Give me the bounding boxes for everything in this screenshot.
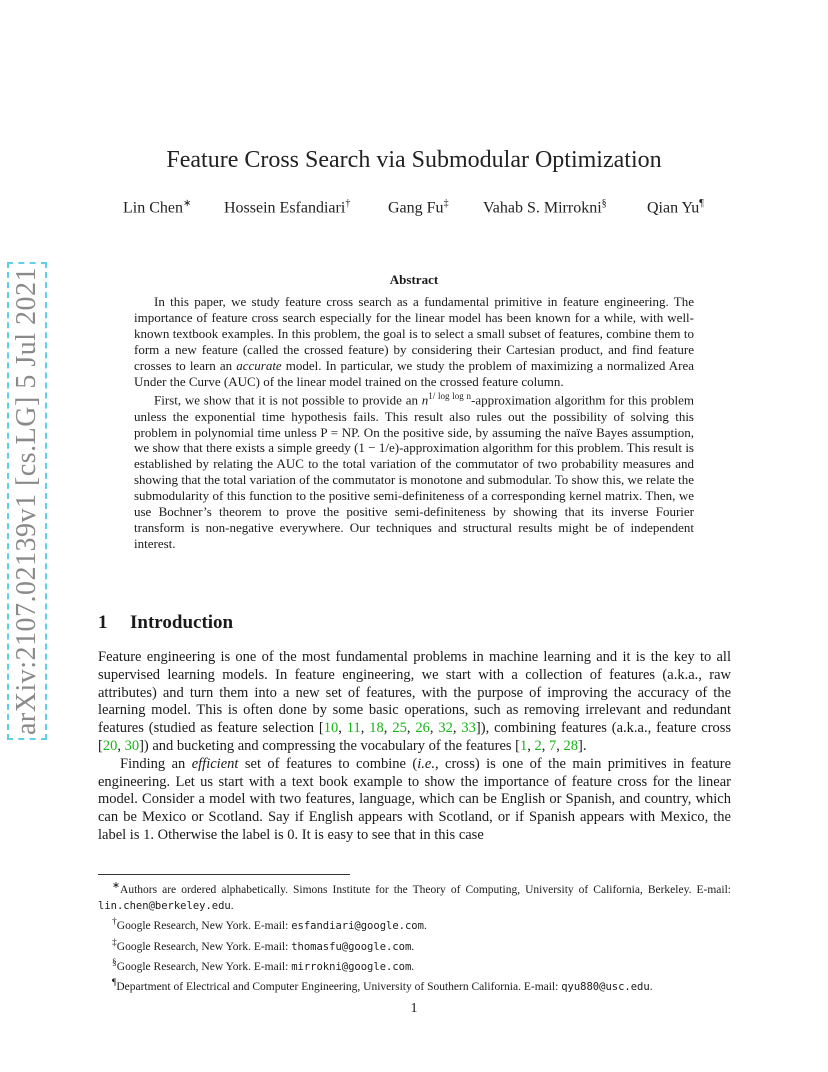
author: Hossein Esfandiari† <box>224 198 351 217</box>
section-heading <box>98 612 233 634</box>
body-paragraph: Feature engineering is one of the most fundamental problems in machine learning and it is the key to all supervised learning models. In feature engineering, we start with a collection of features (a.k.a., raw attributes) and turn them into a new set of features, with the purpose of improving the accuracy of the learning model. This is often done by some basic operations, such as removing irrelevant and redundant features (studied as feature selection [10, 11, 18, 25, 26, 32, 33]), combining features (a.k.a., feature cross [20, 30]) and bucketing and compressing the vocabulary of the features [1, 2, 7, 28]. <box>98 649 732 754</box>
footnote: †Google Research, New York. E-mail: esfandiari@google.com. <box>112 916 427 933</box>
arxiv-stamp <box>7 262 47 740</box>
citation-link[interactable]: 33 <box>461 720 476 737</box>
citation-link[interactable]: 20 <box>102 737 118 754</box>
abstract-paragraph: In this paper, we study feature cross search as a fundamental primitive in feature engineering. The importance of feature cross search especially for the linear model has been known for a while, with well-known textbook examples. In this problem, the goal is to select a small subset of features, combine them to form a new feature (called the crossed feature) by considering their Cartesian product, and find feature crosses to learn an accurate model. In particular, we study the problem of maximizing a normalized Area Under the Curve (AUC) of the linear model trained on the crossed feature column. <box>134 294 694 389</box>
citation-group: 20, 30 <box>102 737 140 754</box>
author-footnote-mark: ‡ <box>443 198 449 209</box>
citation-link[interactable]: 30 <box>124 737 140 754</box>
page-number: 1 <box>410 1001 418 1016</box>
footnotes <box>98 878 731 995</box>
body-paragraph: Finding an efficient set of features to combine (i.e., cross) is one of the main primitives in feature engineering. Let us start with a text book example to show the importance of feature cross for the linear model. Consider a model with two features, language, which can be English or Spanish, and country, which can be Mexico or Scotland. Say if English appears with Scotland, or if Spanish appears with Mexico, the label is 1. Otherwise the label is 0. It is easy to see that in this case <box>98 755 732 843</box>
abstract-paragraph: First, we show that it is not possible to provide an $n^{1/ log log n}$-approximation algorithm for this problem unless the exponential time hypothesis fails. This result also rules out the possibility of solving this problem in polynomial time unless P = NP. On the positive side, by assuming the naïve Bayes assumption, we show that there exists a simple greedy (1 − 1/e)-approximation algorithm for this problem. This result is established by relating the AUC to the total variation of the commutator of two probability measures and showing that the total variation of the commutator is monotone and submodular. To show this, we relate the submodularity of this function to the positive semi-definiteness of a corresponding kernel matrix. Then, we use Bochner’s theorem to prove the positive semi-definiteness by showing that its inverse Fourier transform is non-negative everywhere. Our techniques and structural results might be of independent interest. <box>134 391 694 551</box>
citation-link[interactable]: 7 <box>548 737 557 754</box>
section-title: Introduction <box>130 612 234 633</box>
math-expression: n <box>421 392 429 408</box>
footnote: ∗Authors are ordered alphabetically. Simons Institute for the Theory of Computing, University of California, Berkeley. E-mail: lin.chen@berkeley.edu. <box>98 880 731 913</box>
email-address[interactable]: thomasfu@google.com <box>291 940 412 953</box>
footnote-divider <box>98 874 350 875</box>
author: Gang Fu‡ <box>388 198 449 217</box>
author-footnote-mark: § <box>601 198 607 209</box>
citation-link[interactable]: 18 <box>369 720 384 737</box>
citation-link[interactable]: 11 <box>346 720 361 737</box>
author-footnote-mark: † <box>345 198 351 209</box>
citation-link[interactable]: 2 <box>534 737 542 754</box>
author: Vahab S. Mirrokni§ <box>483 198 607 217</box>
citation-link[interactable]: 32 <box>438 720 453 737</box>
email-address[interactable]: esfandiari@google.com <box>291 920 424 933</box>
email-address[interactable]: qyu880@usc.edu <box>561 980 650 993</box>
footnote: ‡Google Research, New York. E-mail: thomasfu@google.com. <box>112 936 415 953</box>
footnote: §Google Research, New York. E-mail: mirrokni@google.com. <box>112 956 415 973</box>
author-footnote-mark: ∗ <box>183 198 192 209</box>
author-footnote-mark: ¶ <box>699 198 704 209</box>
abstract-body <box>134 294 694 552</box>
paper-title: Feature Cross Search via Submodular Optimization <box>166 147 662 173</box>
author-list <box>0 198 828 218</box>
citation-group: 10, 11, 18, 25, 26, 32, 33 <box>323 720 476 737</box>
author: Lin Chen∗ <box>123 198 192 217</box>
citation-link[interactable]: 28 <box>563 737 578 754</box>
citation-link[interactable]: 1 <box>519 737 528 754</box>
citation-link[interactable]: 26 <box>415 720 430 737</box>
footnote: ¶Department of Electrical and Computer Engineering, University of Southern California. E-mail: qyu880@usc.edu. <box>112 976 653 993</box>
section-number: 1 <box>98 612 108 633</box>
introduction-body <box>98 649 731 845</box>
citation-link[interactable]: 10 <box>323 720 339 737</box>
citation-group: 1, 2, 7, 28 <box>519 737 578 754</box>
email-address[interactable]: lin.chen@berkeley.edu <box>98 900 231 913</box>
abstract-heading: Abstract <box>389 272 439 287</box>
email-address[interactable]: mirrokni@google.com <box>291 960 412 973</box>
arxiv-identifier[interactable]: arXiv:2107.02139v1 [cs.LG] 5 Jul 2021 <box>11 266 42 736</box>
citation-link[interactable]: 25 <box>392 720 407 737</box>
author: Qian Yu¶ <box>647 198 704 217</box>
